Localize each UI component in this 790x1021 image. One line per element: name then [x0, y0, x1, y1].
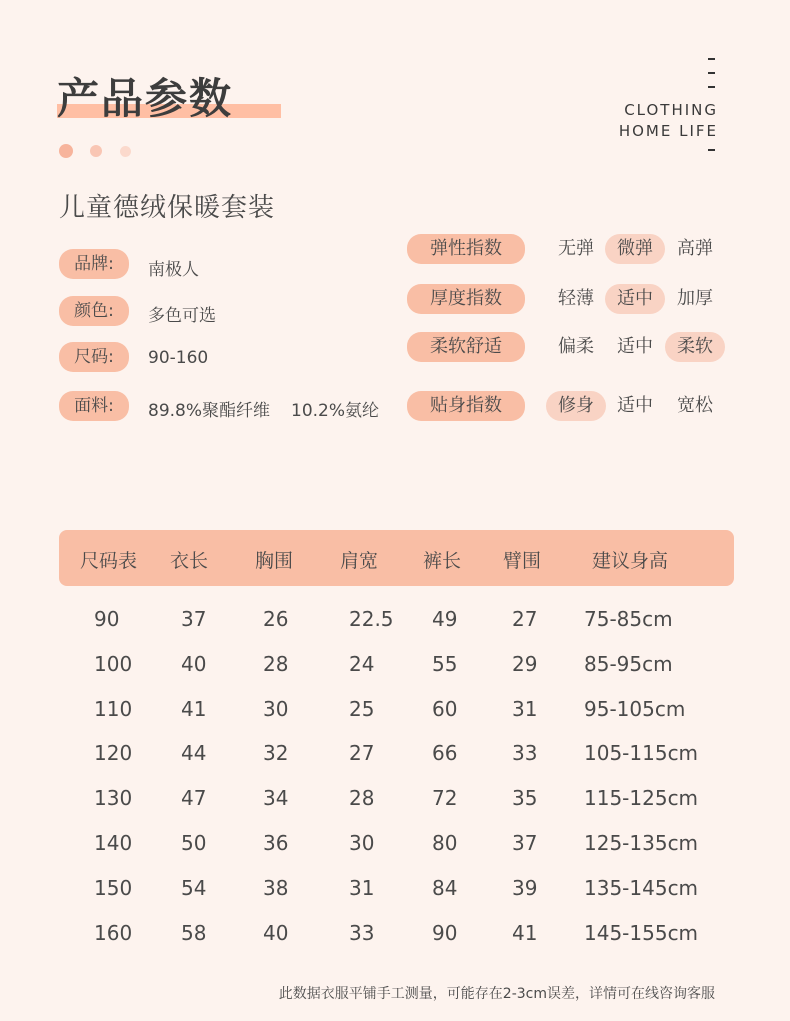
footnote: 此数据衣服平铺手工测量，可能存在2-3cm误差，详情可在线咨询客服 [278, 986, 715, 1002]
index-label: 弹性指数 [407, 234, 525, 264]
table-cell: 90 [94, 607, 120, 631]
brand-dash [708, 86, 715, 88]
attr-value-fabric: 89.8%聚酯纤维 [148, 401, 271, 421]
table-cell: 26 [263, 607, 289, 631]
table-cell: 28 [263, 651, 289, 676]
table-cell: 47 [181, 786, 207, 811]
index-option: 适中 [617, 395, 653, 416]
table-cell: 125-135cm [584, 831, 699, 855]
table-cell: 80 [432, 831, 458, 855]
table-header-cell: 胸围 [255, 550, 294, 572]
table-header-cell: 衣长 [170, 550, 209, 572]
decorative-dot [120, 146, 131, 157]
table-cell: 110 [94, 696, 133, 721]
table-cell: 49 [432, 607, 458, 631]
table-cell: 130 [94, 786, 133, 811]
table-cell: 31 [512, 696, 538, 721]
index-label: 贴身指数 [407, 391, 525, 421]
product-name: 儿童德绒保暖套装 [59, 193, 276, 223]
brand-line-home-life: HOME LIFE [618, 122, 718, 140]
table-cell: 44 [181, 741, 207, 766]
attr-value-brand: 南极人 [148, 260, 199, 280]
table-cell: 115-125cm [584, 786, 699, 811]
brand-dash [708, 58, 715, 60]
table-cell: 40 [263, 920, 289, 945]
index-label: 柔软舒适 [407, 332, 525, 362]
brand-dash [708, 149, 715, 151]
index-option: 偏柔 [558, 336, 594, 357]
table-header-cell: 肩宽 [340, 550, 379, 572]
table-cell: 33 [349, 920, 375, 945]
table-cell: 54 [181, 875, 207, 900]
index-label: 厚度指数 [407, 284, 525, 314]
table-cell: 29 [512, 651, 538, 676]
table-cell: 160 [94, 920, 133, 945]
table-cell: 31 [349, 875, 375, 900]
decorative-dot [59, 144, 73, 158]
table-cell: 37 [512, 831, 538, 855]
table-cell: 105-115cm [584, 741, 699, 766]
table-cell: 90 [432, 920, 458, 945]
table-cell: 145-155cm [584, 920, 699, 945]
table-cell: 85-95cm [584, 651, 673, 676]
table-cell: 25 [349, 696, 375, 721]
table-cell: 27 [512, 607, 538, 631]
brand-line-clothing: CLOTHING [624, 101, 718, 119]
table-cell: 39 [512, 875, 538, 900]
index-option: 无弹 [558, 238, 594, 259]
table-cell: 36 [263, 831, 289, 855]
table-header-cell: 臂围 [503, 550, 542, 572]
attr-label-fabric: 面料: [59, 391, 129, 421]
table-cell: 60 [432, 696, 458, 721]
table-cell: 120 [94, 741, 133, 766]
table-cell: 140 [94, 831, 133, 855]
table-cell: 55 [432, 651, 458, 676]
table-header-cell: 建议身高 [592, 550, 669, 572]
attr-label-color: 颜色: [59, 296, 129, 326]
index-option: 加厚 [677, 288, 713, 309]
index-option-selected: 柔软 [665, 332, 725, 362]
brand-dash [708, 72, 715, 74]
decorative-dot [90, 145, 102, 157]
table-cell: 28 [349, 786, 375, 811]
table-cell: 100 [94, 651, 133, 676]
attr-value-fabric-2: 10.2%氨纶 [291, 401, 380, 421]
table-cell: 24 [349, 651, 375, 676]
table-cell: 27 [349, 741, 375, 766]
index-option: 轻薄 [558, 288, 594, 309]
table-cell: 33 [512, 741, 538, 766]
index-option: 适中 [617, 336, 653, 357]
table-cell: 72 [432, 786, 458, 811]
index-option-selected: 修身 [546, 391, 606, 421]
table-cell: 150 [94, 875, 133, 900]
table-cell: 58 [181, 920, 207, 945]
attr-label-size: 尺码: [59, 342, 129, 372]
attr-label-brand: 品牌: [59, 249, 129, 279]
table-cell: 135-145cm [584, 875, 699, 900]
attr-value-color: 多色可选 [148, 306, 216, 326]
table-cell: 75-85cm [584, 607, 673, 631]
table-header-cell: 裤长 [423, 550, 462, 572]
index-option: 宽松 [677, 395, 713, 416]
table-cell: 30 [349, 831, 375, 855]
table-cell: 41 [181, 696, 207, 721]
table-cell: 40 [181, 651, 207, 676]
table-cell: 66 [432, 741, 458, 766]
page-title: 产品参数 [57, 74, 234, 123]
table-header-cell: 尺码表 [80, 550, 138, 572]
index-option-selected: 适中 [605, 284, 665, 314]
attr-value-size: 90-160 [148, 348, 209, 368]
table-cell: 22.5 [349, 607, 394, 631]
table-cell: 32 [263, 741, 289, 766]
table-cell: 34 [263, 786, 289, 811]
index-option: 高弹 [677, 238, 713, 259]
table-cell: 37 [181, 607, 207, 631]
table-cell: 30 [263, 696, 289, 721]
table-cell: 95-105cm [584, 696, 686, 721]
table-cell: 38 [263, 875, 289, 900]
index-option-selected: 微弹 [605, 234, 665, 264]
table-cell: 35 [512, 786, 538, 811]
table-cell: 84 [432, 875, 458, 900]
table-cell: 41 [512, 920, 538, 945]
table-cell: 50 [181, 831, 207, 855]
